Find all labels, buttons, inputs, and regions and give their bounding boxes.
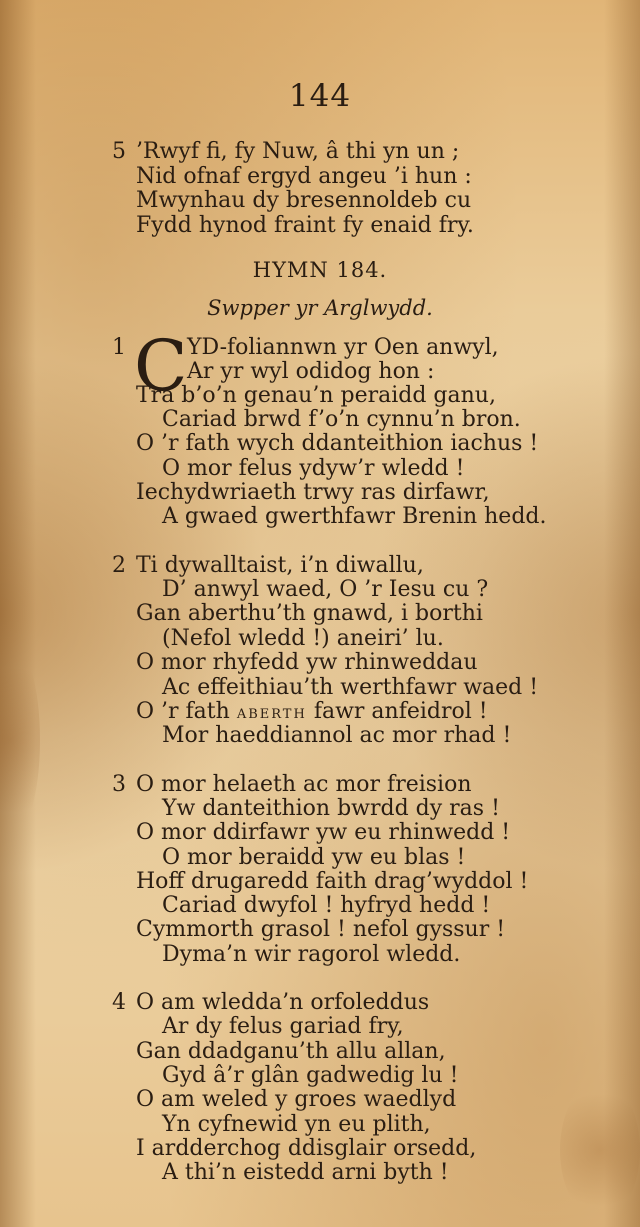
stanza-number: 4 bbox=[112, 990, 126, 1015]
verse-line: A gwaed gwerthfawr Brenin hedd. bbox=[162, 504, 547, 529]
stanza-number: 5 bbox=[112, 139, 126, 164]
verse-line: O mor beraidd yw eu blas ! bbox=[162, 845, 466, 870]
verse-line: Mwynhau dy bresennoldeb cu bbox=[136, 188, 472, 213]
verse-line: O mor ddirfawr yw eu rhinwedd ! bbox=[136, 820, 511, 845]
verse-line: Tra b’o’n genau’n peraidd ganu, bbox=[136, 383, 496, 408]
verse-line: Hoff drugaredd faith drag’wyddol ! bbox=[136, 869, 529, 894]
verse-text: fawr anfeidrol ! bbox=[313, 699, 488, 724]
hymn-title: HYMN 184. bbox=[252, 258, 388, 282]
verse-line: (Nefol wledd !) aneiri’ lu. bbox=[162, 626, 444, 651]
verse-line: Cariad brwd f’o’n cynnu’n bron. bbox=[162, 407, 521, 432]
verse-line: Nid ofnaf ergyd angeu ’i hun : bbox=[136, 164, 472, 189]
emphasized-word: aberth bbox=[236, 701, 307, 723]
verse-line: D’ anwyl waed, O ’r Iesu cu ? bbox=[162, 577, 489, 602]
verse-line: O mor felus ydyw’r wledd ! bbox=[162, 456, 465, 481]
verse-line: Iechydwriaeth trwy ras dirfawr, bbox=[136, 480, 490, 505]
verse-line: Ti dywalltaist, i’n diwallu, bbox=[136, 553, 424, 578]
verse-line: O ’r fath wych ddanteithion iachus ! bbox=[136, 431, 539, 456]
drop-cap-letter: C bbox=[134, 325, 188, 407]
verse-text: O ’r fath bbox=[136, 699, 230, 724]
verse-line: Dyma’n wir ragorol wledd. bbox=[162, 942, 461, 967]
verse-line: O mor rhyfedd yw rhinweddau bbox=[136, 650, 478, 675]
verse-line: Cymmorth grasol ! nefol gyssur ! bbox=[136, 917, 506, 942]
hymn-subtitle: Swpper yr Arglwydd. bbox=[207, 296, 433, 320]
verse-line: O am weled y groes waedlyd bbox=[136, 1087, 457, 1112]
verse-line: Cariad dwyfol ! hyfryd hedd ! bbox=[162, 893, 491, 918]
paper-stain bbox=[560, 1080, 640, 1220]
verse-line: YD-foliannwn yr Oen anwyl, bbox=[187, 335, 499, 360]
stanza-number: 1 bbox=[112, 335, 126, 360]
verse-line: Gan aberthu’th gnawd, i borthi bbox=[136, 601, 483, 626]
verse-line: Gyd â’r glân gadwedig lu ! bbox=[162, 1063, 459, 1088]
verse-line: Fydd hynod fraint fy enaid fry. bbox=[136, 213, 474, 238]
verse-line: Ac effeithiau’th werthfawr waed ! bbox=[162, 675, 539, 700]
page-edge-shadow-right bbox=[604, 0, 640, 1227]
verse-line: O am wledda’n orfoleddus bbox=[136, 990, 430, 1015]
page-edge-shadow-left bbox=[0, 0, 36, 1227]
verse-line: ’Rwyf fi, fy Nuw, â thi yn un ; bbox=[136, 139, 460, 164]
page-number: 144 bbox=[288, 78, 352, 114]
verse-line: I ardderchog ddisglair orsedd, bbox=[136, 1136, 477, 1161]
stanza-number: 2 bbox=[112, 553, 126, 578]
verse-line: A thi’n eistedd arni byth ! bbox=[162, 1160, 449, 1185]
verse-line: Ar yr wyl odidog hon : bbox=[187, 359, 435, 384]
verse-line: Mor haeddiannol ac mor rhad ! bbox=[162, 723, 512, 748]
verse-line bbox=[136, 700, 488, 724]
verse-line: Yn cyfnewid yn eu plith, bbox=[162, 1112, 431, 1137]
verse-line: O mor helaeth ac mor freision bbox=[136, 772, 472, 797]
verse-line: Ar dy felus gariad fry, bbox=[162, 1014, 404, 1039]
verse-line: Yw danteithion bwrdd dy ras ! bbox=[162, 796, 500, 821]
verse-line: Gan ddadganu’th allu allan, bbox=[136, 1039, 446, 1064]
stanza-number: 3 bbox=[112, 772, 126, 797]
